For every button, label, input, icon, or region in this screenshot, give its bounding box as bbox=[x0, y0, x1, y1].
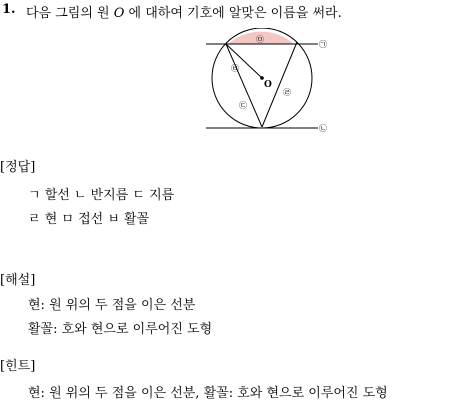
explanation-header: [해설] bbox=[0, 273, 36, 288]
label-diameter: ㉢ bbox=[239, 101, 247, 110]
circle-figure bbox=[200, 28, 335, 133]
label-tangent: ㉡ bbox=[319, 124, 327, 133]
answer-line-2: ㄹ 현 ㅁ 접선 ㅂ 활꼴 bbox=[28, 212, 150, 227]
hint-header: [힌트] bbox=[0, 359, 36, 374]
label-segment: ㉤ bbox=[256, 35, 264, 44]
label-center: O bbox=[264, 80, 272, 90]
problem-text-after: 에 대하여 기호에 알맞은 이름을 써라. bbox=[124, 6, 342, 21]
diameter-line bbox=[226, 44, 262, 127]
problem-text bbox=[26, 2, 342, 21]
hint-line-1: 현: 원 위의 두 점을 이은 선분, 활꼴: 호와 현으로 이루어진 도형 bbox=[28, 386, 388, 401]
answer-line-1: ㄱ 할선 ㄴ 반지름 ㄷ 지름 bbox=[28, 188, 175, 203]
answer-header: [정답] bbox=[0, 160, 36, 175]
explanation-line-2: 활꼴: 호와 현으로 이루어진 도형 bbox=[28, 322, 213, 337]
label-chord: ㉣ bbox=[283, 88, 291, 97]
problem-number: 1. bbox=[2, 2, 16, 17]
label-secant: ㉠ bbox=[319, 40, 327, 49]
problem-text-before: 다음 그림의 원 bbox=[26, 6, 114, 21]
problem-variable: O bbox=[113, 6, 125, 21]
label-radius: ㉥ bbox=[231, 64, 239, 73]
explanation-line-1: 현: 원 위의 두 점을 이은 선분 bbox=[28, 298, 196, 313]
